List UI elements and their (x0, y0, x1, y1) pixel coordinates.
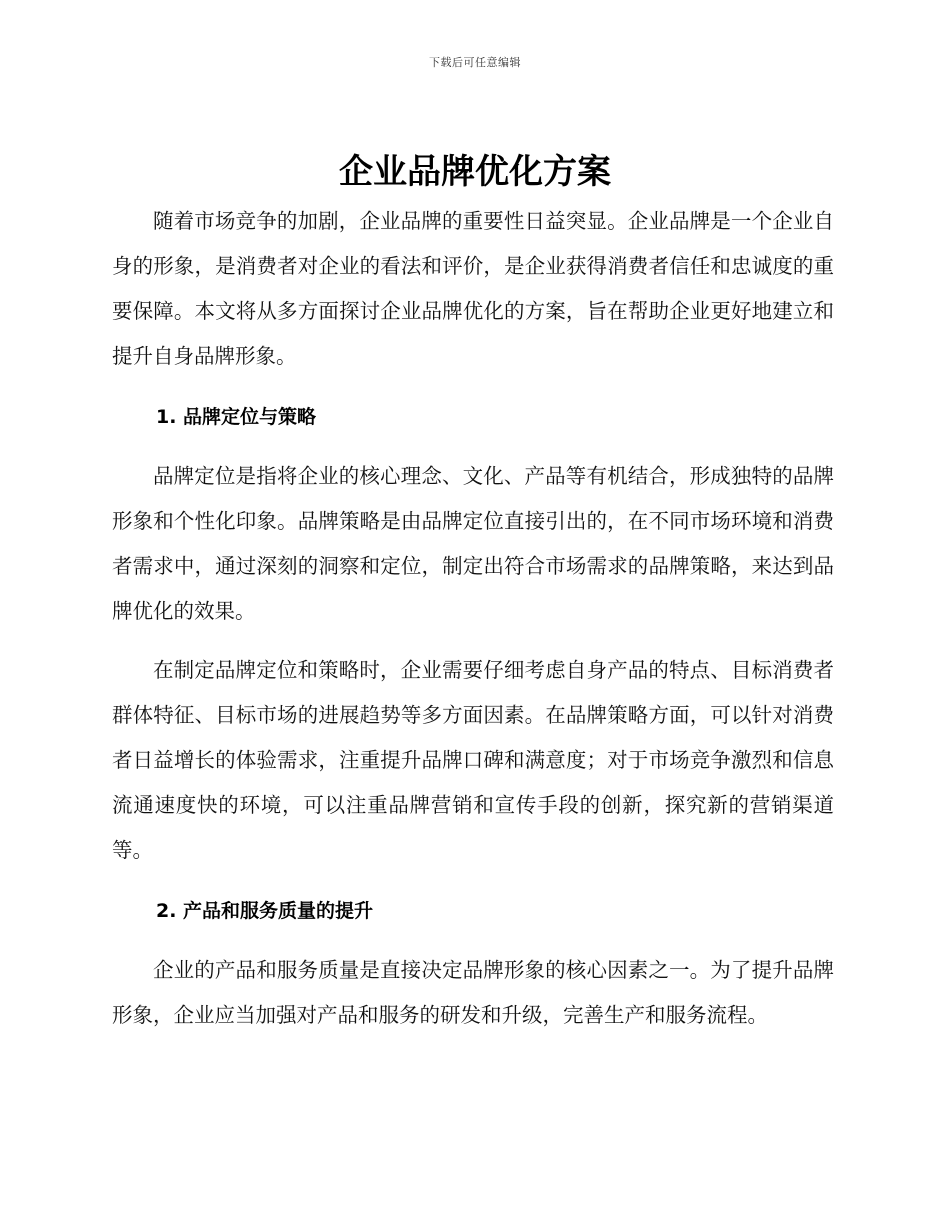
section-1-paragraph-1: 品牌定位是指将企业的核心理念、文化、产品等有机结合，形成独特的品牌形象和个性化印象。品牌策略是由品牌定位直接引出的，在不同市场环境和消费者需求中，通过深刻的洞察和定位，制定出符合市场需求的品牌策略，来达到品牌优化的效果。 (112, 464, 834, 623)
document-title: 企业品牌优化方案 (339, 152, 611, 192)
section-2-paragraph-1: 企业的产品和服务质量是直接决定品牌形象的核心因素之一。为了提升品牌形象，企业应当加强对产品和服务的研发和升级，完善生产和服务流程。 (112, 958, 834, 1027)
section-heading-1: 1. 品牌定位与策略 (156, 406, 317, 428)
intro-paragraph: 随着市场竞争的加剧，企业品牌的重要性日益突显。企业品牌是一个企业自身的形象，是消费者对企业的看法和评价，是企业获得消费者信任和忠诚度的重要保障。本文将从多方面探讨企业品牌优化的方案，旨在帮助企业更好地建立和提升自身品牌形象。 (112, 209, 834, 368)
section-1-paragraph-2: 在制定品牌定位和策略时，企业需要仔细考虑自身产品的特点、目标消费者群体特征、目标市场的进展趋势等多方面因素。在品牌策略方面，可以针对消费者日益增长的体验需求，注重提升品牌口碑和满意度；对于市场竞争激烈和信息流通速度快的环境，可以注重品牌营销和宣传手段的创新，探究新的营销渠道等。 (112, 658, 834, 862)
section-heading-2: 2. 产品和服务质量的提升 (156, 900, 374, 922)
document-body (112, 199, 834, 1038)
header-note: 下载后可任意编辑 (429, 56, 521, 69)
